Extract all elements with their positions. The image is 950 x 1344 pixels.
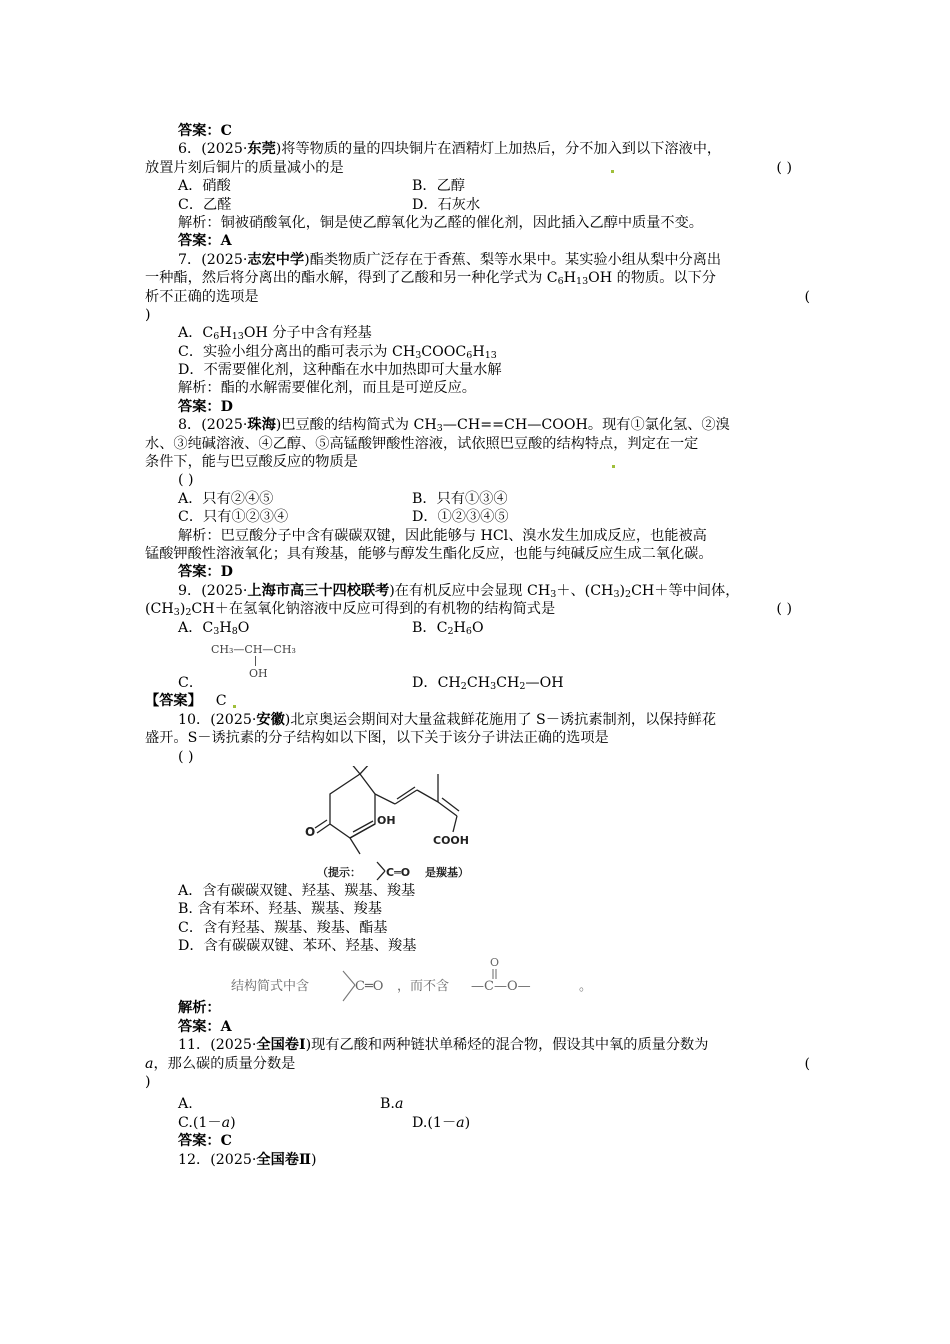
question-11-options-ab: A. B.a	[178, 1096, 404, 1113]
question-7-option-a: A．$C_6H_{13}OH$ 分子中含有羟基	[178, 325, 372, 343]
question-10-option-d: D．含有碳碳双键、苯环、羟基、羧基	[178, 938, 417, 955]
question-8-paren: ( )	[178, 472, 194, 489]
svg-text:O: O	[490, 956, 500, 970]
mark-dot	[233, 705, 236, 708]
svg-text:C═O: C═O	[386, 865, 411, 879]
chain-bond	[453, 816, 457, 832]
svg-text:是羰基）: 是羰基）	[425, 865, 469, 879]
question-6-analysis: 解析：铜被硝酸氧化，铜是使乙醇氧化为乙醛的催化剂，因此插入乙醇中质量不变。	[178, 214, 703, 231]
question-6-options-ab: A．硝酸 B．乙醇	[178, 178, 465, 195]
question-8-analysis: 解析：巴豆酸分子中含有碳碳双键，因此能够与 HCl、溴水发生加成反应，也能被高	[178, 527, 707, 544]
question-6-options-cd: C．乙醛 D．石灰水	[178, 196, 481, 213]
double-bond	[442, 798, 459, 811]
question-8-stem: 8．(2025·珠海)巴豆酸的结构简式为 $CH_3—CH==CH—COOH$。现有①氯化氢、②溴	[178, 417, 730, 435]
question-9-option-c-structure: CH₃—CH—CH₃ OH	[211, 642, 296, 680]
s-abscisic-acid-structure	[145, 766, 810, 882]
question-9-stem: 9．(2025·上海市高三十四校联考)在有机反应中会显现 $CH_3+$、$(CH_3)_2CH+$等中间体，	[178, 582, 740, 600]
question-11-options-cd: C.(1－a) D.(1－a)	[178, 1114, 471, 1131]
svg-text:（提示：: （提示：	[317, 865, 361, 879]
svg-text:结构简式中含: 结构简式中含	[231, 979, 310, 995]
question-8-options-cd: C．只有①②③④ D．①②③④⑤	[178, 509, 509, 526]
bond-line	[343, 971, 355, 985]
question-9-answer: 【答案】 C	[145, 692, 810, 710]
question-8-stem-3: 条件下，能与巴豆酸反应的物质是	[145, 453, 810, 471]
question-9-options-ab: A．$C_3H_8O$ B．$C_2H_6O$	[178, 619, 484, 637]
question-10-stem: 10．(2025·安徽)北京奥运会期间对大量盆栽鲜花施用了 S－诱抗素制剂，以保持鲜花	[178, 711, 717, 728]
question-7-stem-2: 一种酯，然后将分离出的酯水解，得到了乙酸和另一种化学式为 $C_6H_{13}OH$ 的物质。以下分	[145, 270, 716, 288]
svg-text:O: O	[305, 824, 316, 839]
question-7-stem: 7．(2025·志宏中学)酯类物质广泛存在于香蕉、梨等水果中。某实验小组从梨中分离出	[178, 251, 722, 268]
document-page	[145, 122, 810, 1169]
svg-text:，而不含: ，而不含	[397, 979, 450, 995]
question-11-stem: 11．(2025·全国卷Ⅰ)现有乙酸和两种链状单稀烃的混合物，假设其中氧的质量分数为	[178, 1037, 709, 1054]
question-12-stem: 12．(2025·全国卷Ⅱ)	[178, 1151, 317, 1168]
question-8-analysis-2: 锰酸钾酸性溶液氧化；具有羧基，能够与醇发生酯化反应，也能与纯碱反应生成二氧化碳。	[145, 545, 713, 562]
question-7-stem-3: 析不正确的选项是 (	[145, 288, 810, 305]
question-10-stem-2: 盛开。S－诱抗素的分子结构如以下图，以下关于该分子讲法正确的选项是	[145, 730, 609, 747]
question-11-answer: 答案：C	[178, 1133, 232, 1150]
question-6-answer: 答案：A	[178, 233, 232, 250]
question-6-stem-2: 放置片刻后铜片的质量减小的是 ( )	[145, 159, 792, 176]
methyl-bond	[350, 838, 360, 854]
question-10-option-c: C．含有羟基、羰基、羧基、酯基	[178, 919, 388, 936]
question-9-options-cd: C． D．$CH_2CH_3CH_2—OH$	[178, 674, 564, 692]
chain-bond	[395, 790, 417, 804]
methyl-bond	[360, 766, 371, 774]
question-11-stem-2: a，那么碳的质量分数是 (	[145, 1055, 810, 1072]
question-10-paren: ( )	[178, 748, 194, 765]
question-8-options-ab: A．只有②④⑤ B．只有①③④	[178, 490, 508, 507]
svg-text:。: 。	[579, 979, 593, 995]
mark-dot	[611, 170, 614, 173]
question-7-stem-4: )	[145, 306, 151, 323]
chain-bond	[375, 794, 395, 804]
question-11-stem-3: )	[145, 1074, 151, 1091]
question-7-option-c: C．实验小组分离出的酯可表示为 $CH_3COOC_6H_{13}$	[178, 343, 497, 361]
hint-bond	[377, 862, 385, 871]
chain-bond	[438, 802, 457, 816]
question-10-answer: 答案：A	[178, 1018, 232, 1035]
svg-text:—C—O—: —C—O—	[471, 979, 531, 995]
question-7-analysis: 解析：酯的水解需要催化剂，而且是可逆反应。	[178, 380, 476, 397]
question-10-molecule-figure	[145, 766, 810, 882]
question-7-option-d: D．不需要催化剂，这种酯在水中加热即可大量水解	[178, 362, 502, 379]
answer-line: 答案：C	[178, 123, 232, 139]
svg-text:OH: OH	[377, 813, 396, 827]
hint-bond	[377, 871, 385, 880]
methyl-bond	[350, 766, 360, 774]
question-7-answer: 答案：D	[178, 398, 233, 415]
chain-bond	[417, 790, 438, 802]
question-9-stem-2: $(CH_3)_2CH+$在氢氧化钠溶液中反应可得到的有机物的结构简式是 ( )	[145, 601, 792, 619]
question-8-stem-2: 水、③纯碱溶液、④乙醇、⑤高锰酸钾酸性溶液，试依照巴豆酸的结构特点，判定在一定	[145, 435, 699, 452]
question-10-option-a: A．含有碳碳双键、羟基、羰基、羧基	[178, 882, 416, 899]
question-10-option-b: B. 含有苯环、羟基、羰基、羧基	[178, 901, 382, 918]
question-8-answer: 答案：D	[178, 564, 233, 581]
mark-dot	[612, 465, 615, 468]
svg-text:C═O: C═O	[355, 979, 384, 995]
question-6-stem: 6．(2025·东莞)将等物质的量的四块铜片在酒精灯上加热后，分不加入到以下溶液中，	[178, 141, 722, 158]
svg-text:COOH: COOH	[433, 833, 469, 847]
question-10-analysis: 解析：	[178, 1000, 221, 1017]
